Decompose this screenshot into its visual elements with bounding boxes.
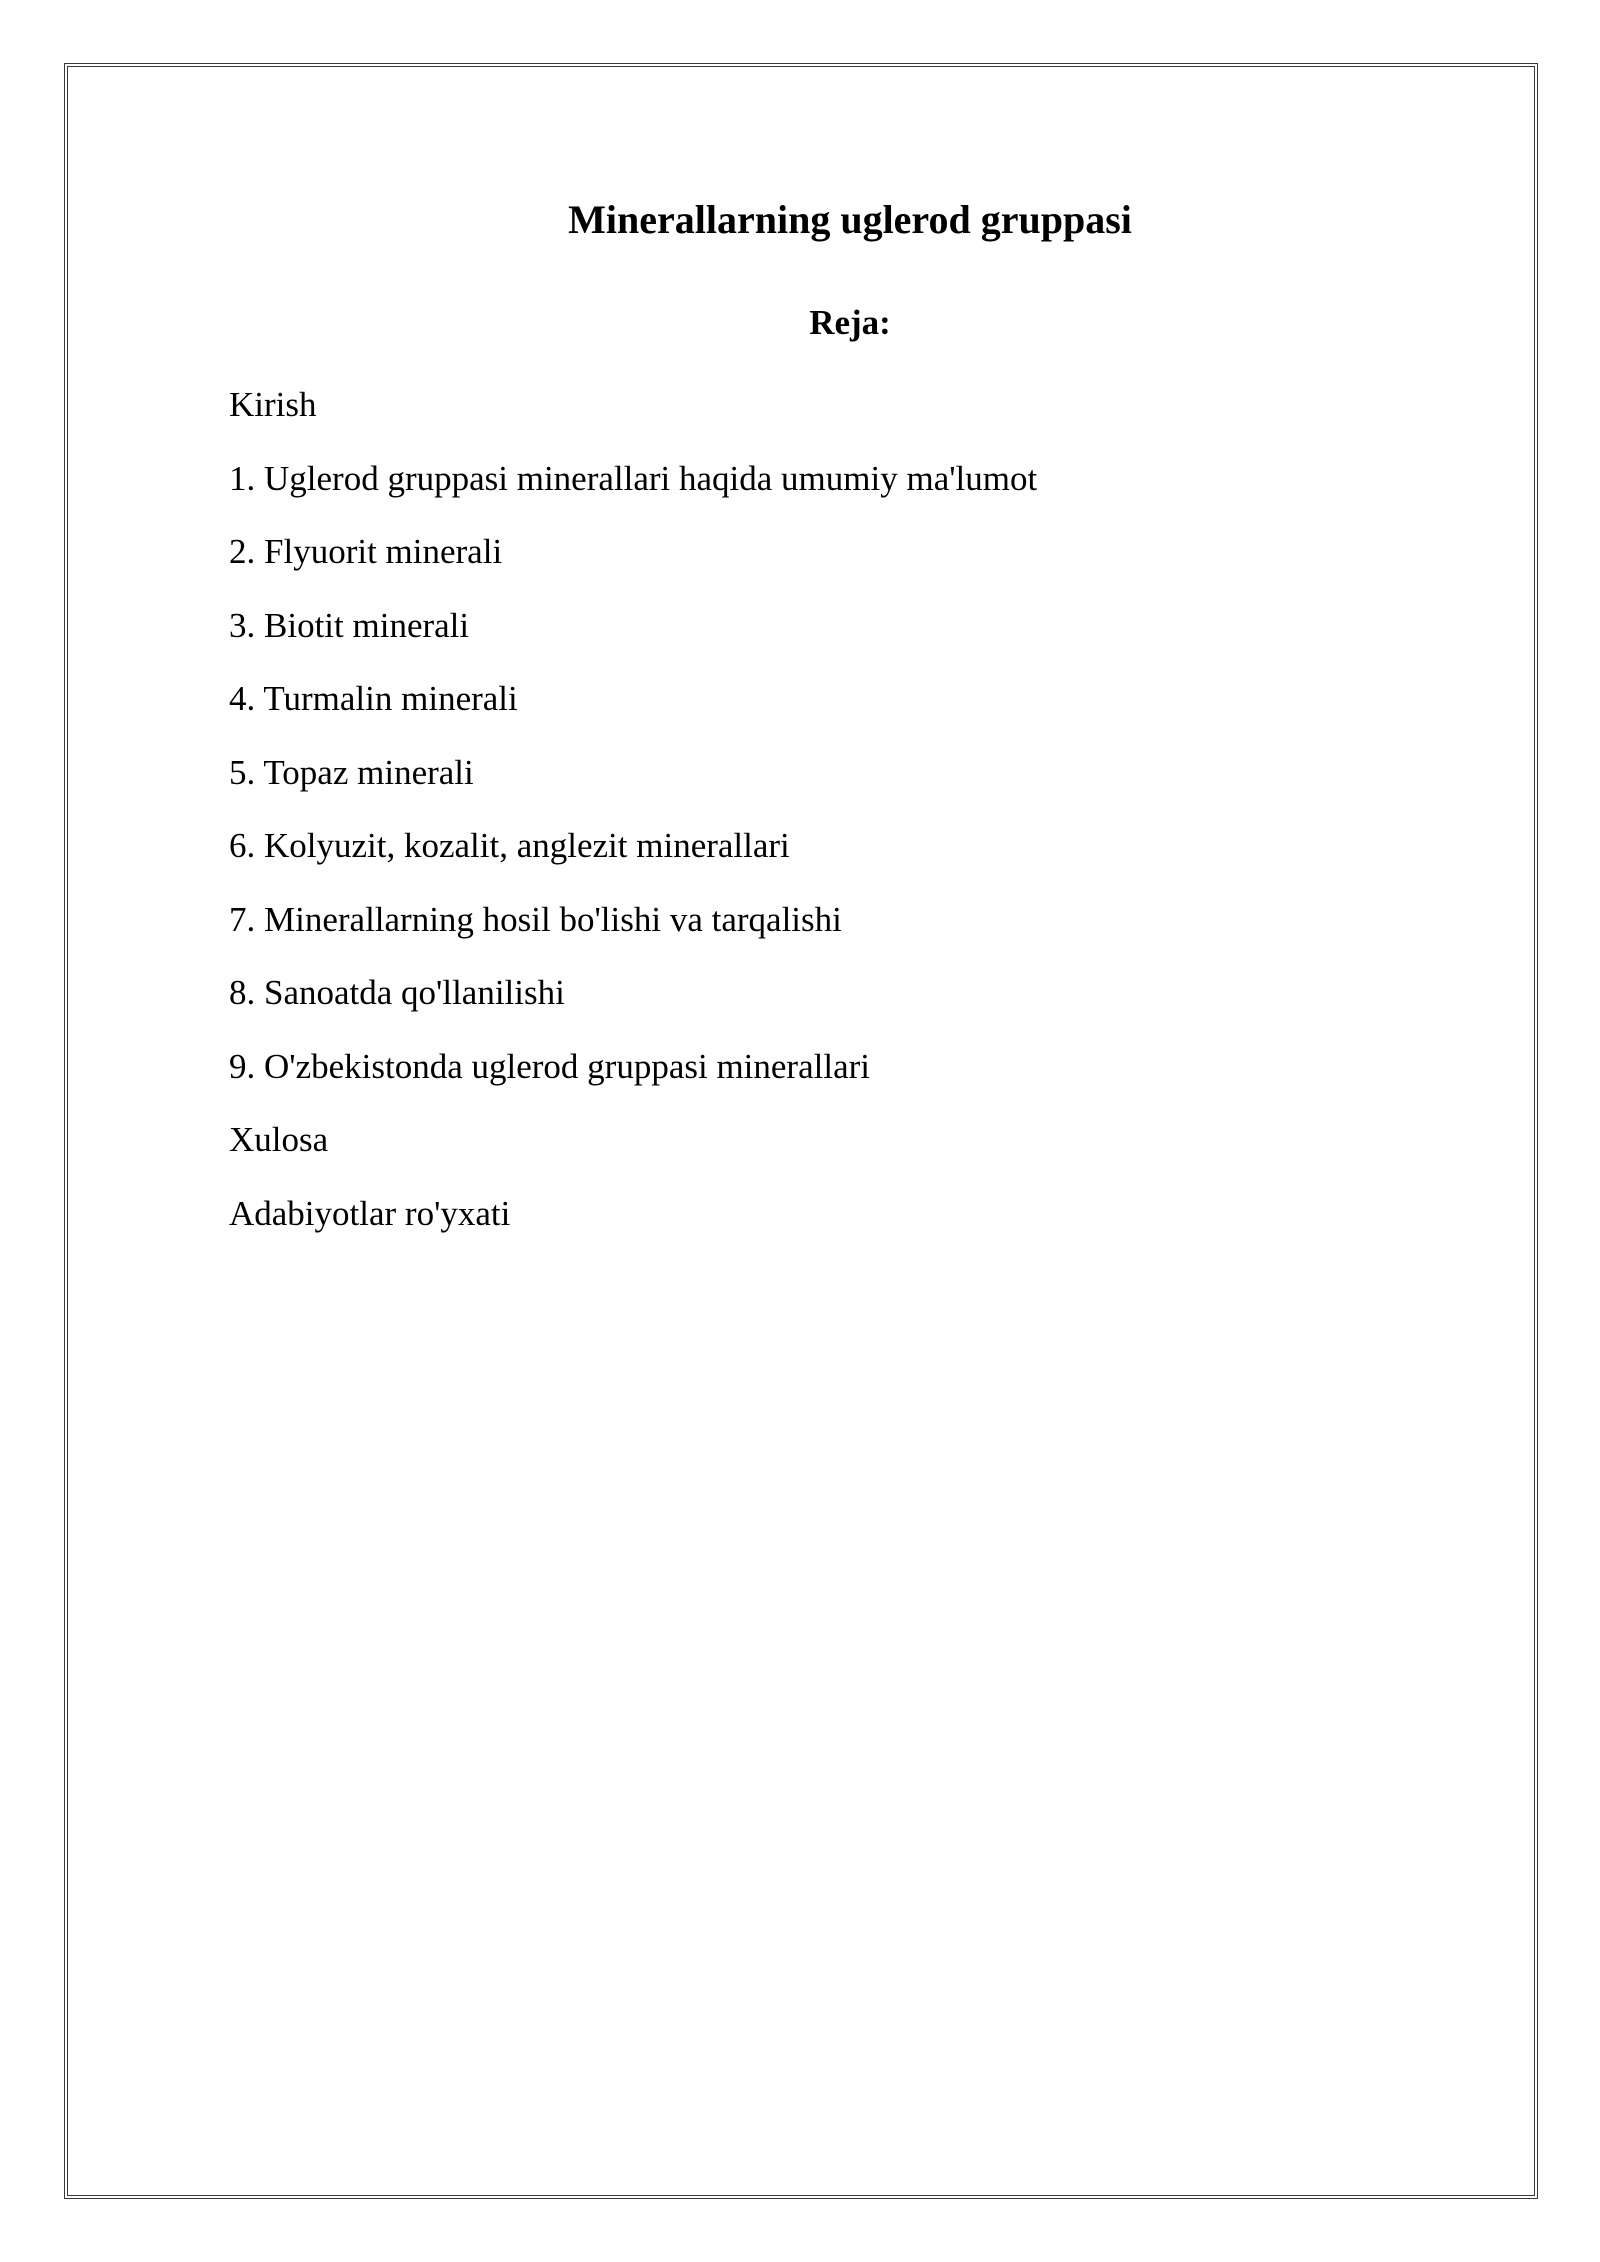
plan-item-conclusion: Xulosa <box>229 1120 329 1159</box>
plan-item-6: 6. Kolyuzit, kozalit, anglezit minerallari <box>229 826 790 865</box>
plan-item-1: 1. Uglerod gruppasi minerallari haqida umumiy ma'lumot <box>229 458 1038 498</box>
plan-item-introduction: Kirish <box>229 385 317 424</box>
plan-heading: Reja: <box>809 303 891 342</box>
plan-item-3: 3. Biotit minerali <box>229 605 470 645</box>
plan-item-references: Adabiyotlar ro'yxati <box>229 1193 511 1233</box>
plan-item-4: 4. Turmalin minerali <box>229 679 518 718</box>
plan-item-9: 9. O'zbekistonda uglerod gruppasi minerallari <box>229 1046 870 1086</box>
plan-item-5: 5. Topaz minerali <box>229 752 474 792</box>
document-title: Minerallarning uglerod gruppasi <box>568 197 1132 242</box>
plan-item-7: 7. Minerallarning hosil bo'lishi va tarqalishi <box>229 899 842 939</box>
plan-item-8: 8. Sanoatda qo'llanilishi <box>229 973 565 1012</box>
plan-list <box>229 380 1037 1262</box>
plan-item-2: 2. Flyuorit minerali <box>229 532 503 571</box>
